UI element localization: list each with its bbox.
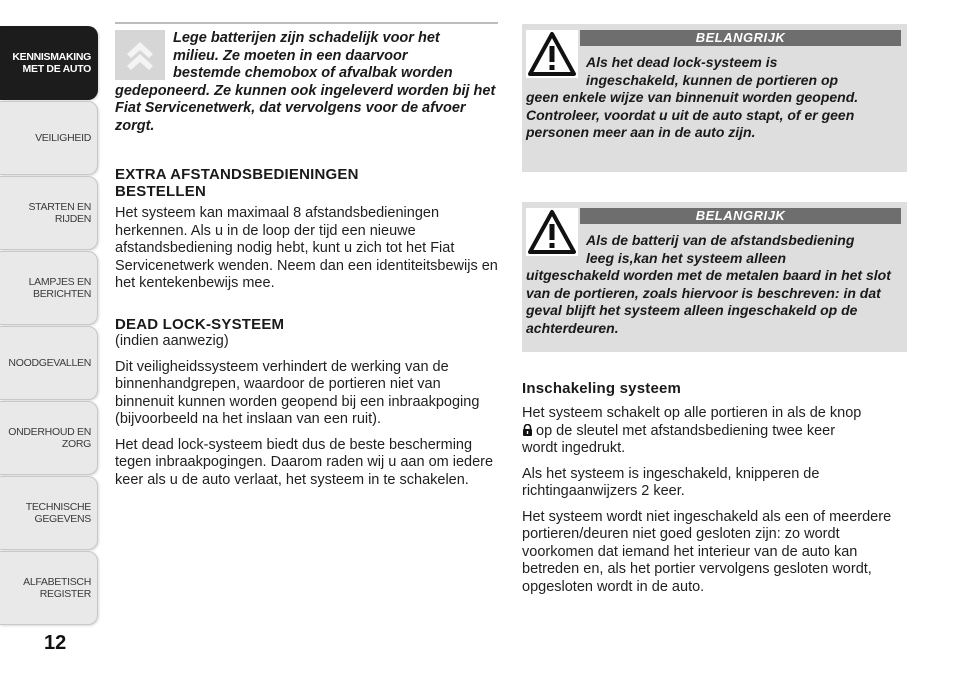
tab-starten-en-rijden[interactable]: STARTEN EN RIJDEN bbox=[0, 176, 98, 250]
dead-lock-subheading: (indien aanwezig) bbox=[115, 333, 229, 349]
dead-lock-paragraph-2: Het dead lock-systeem biedt dus de beste bescherming tegen inbraakpogingen. Daarom raden wij u aan om iedere keer als u de auto verlaat, het systeem in te schakelen. bbox=[115, 436, 494, 488]
warning-box-1 bbox=[522, 24, 907, 172]
environment-chevron-icon bbox=[115, 30, 165, 80]
warning-1-line-2: ingeschakeld, kunnen de portieren op bbox=[586, 71, 839, 88]
lock-icon bbox=[522, 424, 533, 436]
dead-lock-heading: DEAD LOCK-SYSTEEM bbox=[115, 316, 285, 333]
extra-remotes-heading-2: BESTELLEN bbox=[115, 183, 206, 200]
extra-remotes-body: Het systeem kan maximaal 8 afstandsbedieningen herkennen. Als u in de loop der tijd een nieuwe afstandsbediening nodig hebt, kunt u zich tot het Fiat Servicenetwerk wenden. Neem dan een identiteitsbewijs en het kentekenbewijs mee. bbox=[115, 205, 498, 291]
warning-2-line-2: leeg is,kan het systeem alleen bbox=[586, 249, 786, 266]
environment-note-line-2: milieu. Ze moeten in een daarvoor bbox=[173, 47, 408, 64]
page-number: 12 bbox=[44, 632, 67, 654]
tab-lampjes-en-berichten[interactable]: LAMPJES EN BERICHTEN bbox=[0, 251, 98, 325]
dead-lock-paragraph-1: Dit veiligheidssysteem verhindert de werking van de binnenhandgrepen, waardoor de portieren niet van binnenuit kunnen worden geopend bij een inbraakpoging (bijvoorbeeld na het inslaan van een ruit). bbox=[115, 358, 480, 427]
top-divider bbox=[115, 22, 498, 24]
tab-kennismaking[interactable]: KENNISMAKING MET DE AUTO bbox=[0, 26, 98, 100]
environment-note-rest: gedeponeerd. Ze kunnen ook ingeleverd worden bij het Fiat Servicenetwerk, dat vervolgens voor de afvoer zorgt. bbox=[115, 82, 496, 134]
environment-note-line-1: Lege batterijen zijn schadelijk voor het bbox=[173, 30, 440, 46]
warning-2-rest: uitgeschakeld worden met de metalen baard in het slot van de portieren, zoals hiervoor is beschreven: in dat geval blijft het systeem alleen ingeschakeld op de achterdeuren. bbox=[526, 267, 891, 336]
warning-2-line-1: Als de batterij van de afstandsbediening bbox=[586, 232, 855, 248]
activation-p3: Het systeem wordt niet ingeschakeld als een of meerdere portieren/deuren niet goed gesloten zijn: zo wordt voorkomen dat iemand het interieur van de auto kan betreden en, als het portier vervolgens gesloten wordt, opgesloten wordt in de auto. bbox=[522, 508, 892, 595]
tab-technische-gegevens[interactable]: TECHNISCHE GEGEVENS bbox=[0, 476, 98, 550]
tab-veiligheid[interactable]: VEILIGHEID bbox=[0, 101, 98, 175]
warning-1-rest: geen enkele wijze van binnenuit worden geopend. Controleer, voordat u uit de auto stapt, of er geen personen meer aan in de auto zijn. bbox=[526, 89, 859, 140]
extra-remotes-section bbox=[115, 166, 498, 293]
activation-heading: Inschakeling systeem bbox=[522, 380, 682, 397]
activation-section bbox=[522, 380, 907, 596]
warning-1-title: BELANGRIJK bbox=[580, 30, 901, 46]
warning-box-2 bbox=[522, 202, 907, 352]
tab-onderhoud-en-zorg[interactable]: ONDERHOUD EN ZORG bbox=[0, 401, 98, 475]
chapter-sidebar bbox=[0, 0, 100, 678]
tab-alfabetisch-register[interactable]: ALFABETISCH REGISTER bbox=[0, 551, 98, 625]
environment-note-line-3: bestemde chemobox of afvalbak worden bbox=[173, 65, 453, 81]
activation-p1-a: Het systeem schakelt op alle portieren in als de knop bbox=[522, 405, 862, 421]
activation-p1-b: op de sleutel met afstandsbediening twee keer bbox=[536, 422, 836, 439]
tab-noodgevallen[interactable]: NOODGEVALLEN bbox=[0, 326, 98, 400]
activation-p2: Als het systeem is ingeschakeld, knipperen de richtingaanwijzers 2 keer. bbox=[522, 465, 820, 499]
warning-2-title: BELANGRIJK bbox=[580, 208, 901, 224]
environment-note bbox=[115, 30, 498, 135]
extra-remotes-heading-1: EXTRA AFSTANDSBEDIENINGEN bbox=[115, 166, 359, 183]
warning-1-line-1: Als het dead lock-systeem is bbox=[586, 54, 778, 70]
dead-lock-section bbox=[115, 316, 498, 489]
activation-p1-c: wordt ingedrukt. bbox=[522, 440, 626, 456]
